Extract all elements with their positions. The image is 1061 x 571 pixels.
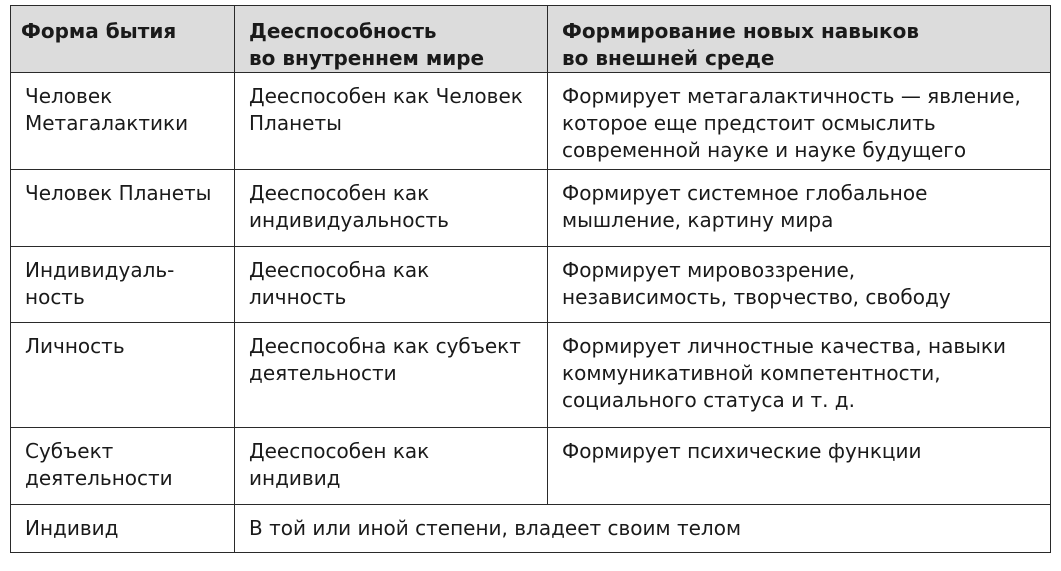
cell-form: Личность: [11, 323, 235, 428]
cell-form: Субъект деятельности: [11, 428, 235, 505]
cell-merged-description: В той или иной степени, владеет своим телом: [235, 505, 1051, 553]
table-row: [11, 73, 1051, 170]
cell-capacity: Дееспособен как индивидуальность: [235, 170, 548, 247]
cell-capacity: Дееспособен как индивид: [235, 428, 548, 505]
table-row: [11, 428, 1051, 505]
table-row: [11, 505, 1051, 553]
cell-skills: Формирует системное глобальное мышление, картину мира: [548, 170, 1051, 247]
table-body: [11, 73, 1051, 553]
cell-capacity: Дееспособна как личность: [235, 247, 548, 323]
table-row: [11, 170, 1051, 247]
cell-skills: Формирует мировоззрение, независимость, творчество, свободу: [548, 247, 1051, 323]
header-capacity: Дееспособность во внутреннем мире: [235, 6, 548, 73]
being-forms-table: [10, 5, 1051, 553]
cell-form: Человек Планеты: [11, 170, 235, 247]
cell-form: Индивидуаль- ность: [11, 247, 235, 323]
cell-skills: Формирует личностные качества, навыки коммуникативной компетентности, социального статуса и т. д.: [548, 323, 1051, 428]
cell-skills: Формирует психические функции: [548, 428, 1051, 505]
cell-capacity: Дееспособна как субъект деятельности: [235, 323, 548, 428]
cell-form: Индивид: [11, 505, 235, 553]
table-row: [11, 247, 1051, 323]
cell-form: Человек Метагалактики: [11, 73, 235, 170]
table-header: [11, 6, 1051, 73]
header-form-of-being: Форма бытия: [11, 6, 235, 73]
table-row: [11, 323, 1051, 428]
header-new-skills: Формирование новых навыков во внешней среде: [548, 6, 1051, 73]
cell-skills: Формирует метагалактичность — явление, которое еще предстоит осмыслить современной науке и науке будущего: [548, 73, 1051, 170]
header-row: [11, 6, 1051, 73]
cell-capacity: Дееспособен как Человек Планеты: [235, 73, 548, 170]
